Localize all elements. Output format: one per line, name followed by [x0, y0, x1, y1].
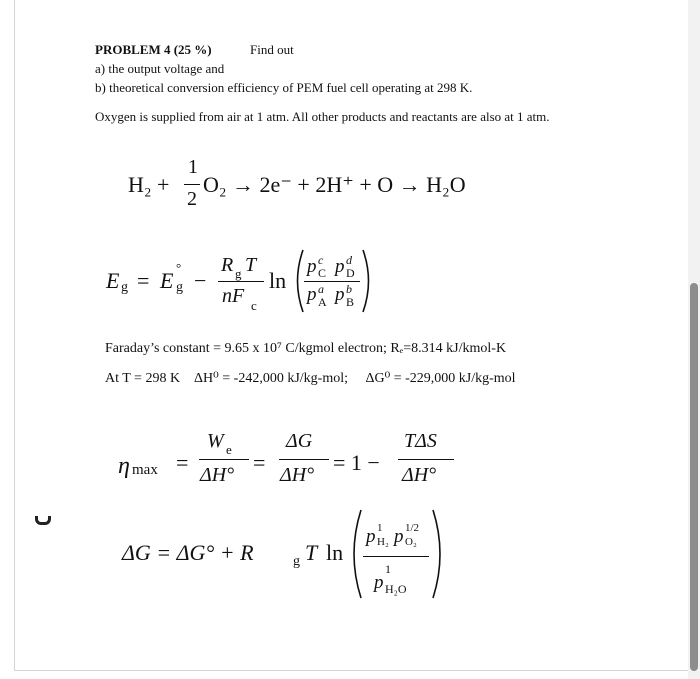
- nernst-num-p1: p: [307, 256, 317, 277]
- nernst-den-p1: p: [307, 284, 317, 305]
- reaction-half-num: 1: [188, 156, 198, 178]
- gibbs-lhs: ΔG = ΔG° + R: [122, 540, 254, 565]
- hand-mark-icon: [35, 516, 51, 525]
- eta-eq1: =: [176, 450, 189, 475]
- frac1-bar: [199, 459, 249, 460]
- gibbs-fraction-bar: [363, 556, 429, 557]
- nernst-eq: =: [137, 268, 150, 293]
- gibbs-den-sub: H₂O: [385, 582, 407, 596]
- nernst-num-p1-sup: c: [318, 253, 324, 267]
- nernst-den-p1-sup: a: [318, 282, 324, 296]
- nernst-frac-den-sub: c: [251, 298, 257, 313]
- oxygen-note: Oxygen is supplied from air at 1 atm. All other products and reactants are also at 1 atm.: [95, 109, 550, 124]
- gibbs-num-a-sup: 1: [377, 522, 383, 534]
- frac3-num: TΔS: [404, 430, 437, 452]
- gibbs-lhs-sub: g: [293, 554, 300, 569]
- nernst-num-p2-sub: D: [346, 266, 355, 280]
- reaction-h2: H₂ +: [128, 172, 170, 197]
- frac2-num: ΔG: [286, 430, 313, 452]
- nernst-den-p2: p: [335, 284, 345, 305]
- nernst-den-p1-sub: A: [318, 295, 327, 309]
- item-a: a) the output voltage and: [95, 61, 225, 76]
- nernst-right-paren: [360, 248, 376, 314]
- frac1-num: W: [207, 430, 224, 452]
- frac1-den: ΔH°: [200, 464, 235, 486]
- nernst-lhs: E: [106, 268, 120, 293]
- eta-symbol: η: [118, 453, 130, 479]
- nernst-lhs-sub: g: [121, 280, 128, 295]
- nernst-frac-num: R: [221, 254, 234, 276]
- gibbs-num-b: p: [394, 526, 404, 547]
- eta-sub: max: [132, 462, 158, 478]
- reaction-fraction-bar: [184, 184, 200, 185]
- scrollbar-thumb[interactable]: [690, 283, 698, 671]
- frac2-den: ΔH°: [280, 464, 315, 486]
- nernst-num-p2-sup: d: [346, 253, 352, 267]
- nernst-num-p1-sub: C: [318, 266, 327, 280]
- frac2-bar: [279, 459, 329, 460]
- nernst-frac-den: nF: [222, 285, 245, 307]
- item-b: b) theoretical conversion efficiency of PEM fuel cell operating at 298 K.: [95, 80, 473, 95]
- gibbs-num-a: p: [366, 526, 376, 547]
- gibbs-num-a-sub: H₂: [377, 536, 389, 548]
- gibbs-den: p: [374, 572, 384, 593]
- find-out-label: Find out: [250, 42, 294, 57]
- conditions-line: At T = 298 K ΔH⁰ = -242,000 kJ/kg-mol; ΔG⁰ = -229,000 kJ/kg-mol: [105, 371, 516, 386]
- frac3-den: ΔH°: [402, 464, 437, 486]
- eta-eq3: = 1 −: [333, 450, 380, 475]
- nernst-frac-num-sub: g: [235, 266, 242, 281]
- faraday-constant: Faraday’s constant = 9.65 x 10⁷ C/kgmol electron; Rₑ=8.314 kJ/kmol-K: [105, 341, 507, 356]
- nernst-num-p2: p: [335, 256, 345, 277]
- reaction-half-den: 2: [187, 188, 197, 210]
- gibbs-t: T: [305, 540, 318, 565]
- gibbs-den-sup: 1: [385, 562, 391, 576]
- gibbs-num-b-sup: 1/2: [405, 522, 420, 534]
- gibbs-right-paren: [430, 508, 448, 600]
- gibbs-ln: ln: [326, 540, 344, 565]
- frac3-bar: [398, 459, 454, 460]
- frac1-num-sub: e: [226, 442, 232, 457]
- nernst-e0-sub: g: [176, 280, 183, 295]
- problem-title: PROBLEM 4 (25 %): [95, 42, 212, 57]
- nernst-den-p2-sub: B: [346, 295, 355, 309]
- eta-eq2: =: [253, 450, 266, 475]
- gibbs-left-paren: [346, 508, 364, 600]
- nernst-fraction-bar: [218, 281, 264, 282]
- reaction-rest: O₂ → 2e⁻ + 2H⁺ + O → H₂O: [203, 172, 466, 197]
- nernst-den-p2-sup: b: [346, 282, 352, 296]
- nernst-minus: −: [194, 268, 207, 293]
- nernst-e0: E: [160, 268, 174, 293]
- nernst-frac-num-t: T: [245, 254, 257, 276]
- nernst-e0-sup: °: [176, 260, 182, 275]
- gibbs-num-b-sub: O₂: [405, 536, 417, 548]
- nernst-ln: ln: [269, 268, 287, 293]
